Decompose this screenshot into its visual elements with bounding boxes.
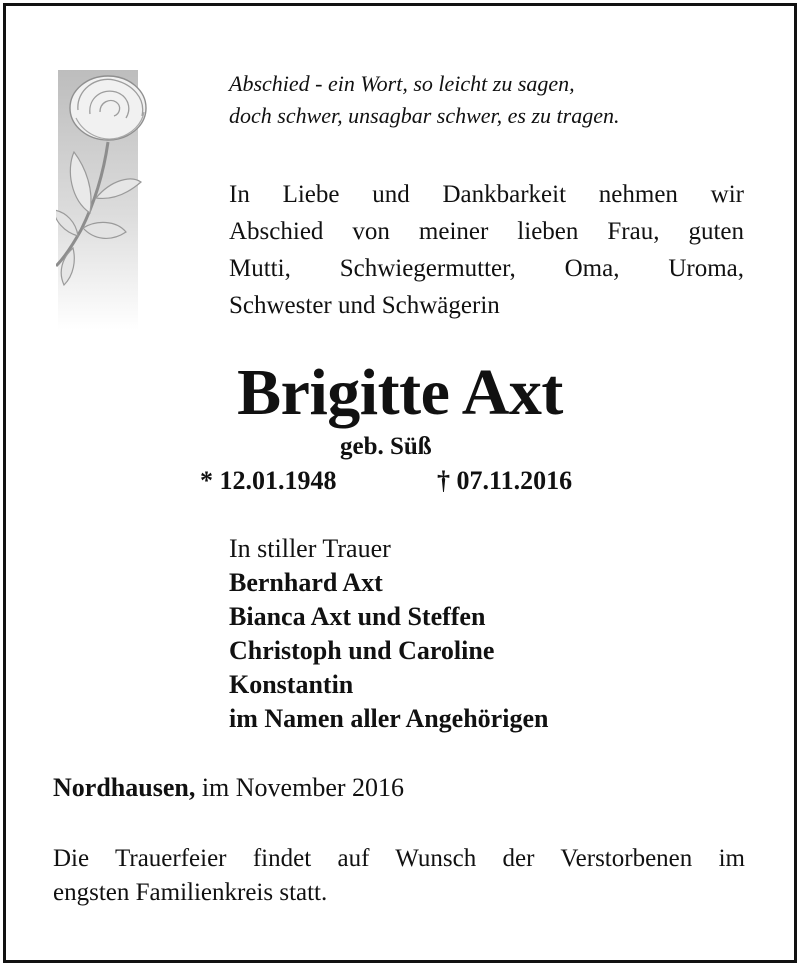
poem-line: doch schwer, unsagbar schwer, es zu tragen.: [229, 103, 620, 128]
notice-line: engsten Familienkreis statt.: [53, 879, 328, 906]
intro-text: [229, 176, 744, 324]
date: im November 2016: [201, 773, 405, 802]
place-date: [53, 771, 404, 805]
maiden-name: geb. Süß: [340, 433, 432, 460]
intro-line: Schwester und Schwägerin: [229, 292, 500, 319]
mourner-name: im Namen aller Angehörigen: [229, 704, 549, 733]
intro-line: In Liebe und Dankbarkeit nehmen wir: [229, 181, 744, 208]
mourner-name: Bianca Axt und Steffen: [229, 602, 486, 631]
deceased-name: Brigitte Axt: [237, 356, 563, 429]
poem: [229, 68, 620, 132]
intro-line: Mutti, Schwiegermutter, Oma, Uroma,: [229, 255, 744, 282]
birth-date: * 12.01.1948: [200, 466, 337, 495]
rose-icon: [56, 70, 206, 330]
death-date: † 07.11.2016: [437, 466, 573, 495]
poem-line: Abschied - ein Wort, so leicht zu sagen,: [229, 71, 575, 96]
notice-line: Die Trauerfeier findet auf Wunsch der Verstorbenen im: [53, 845, 745, 872]
intro-line: Abschied von meiner lieben Frau, guten: [229, 218, 744, 245]
mourner-name: Christoph und Caroline: [229, 636, 495, 665]
mourners-list: [229, 532, 548, 736]
mourner-name: Konstantin: [229, 670, 354, 699]
funeral-notice: [53, 842, 745, 910]
mourners-heading: In stiller Trauer: [229, 534, 391, 563]
mourner-name: Bernhard Axt: [229, 568, 383, 597]
place: Nordhausen,: [53, 773, 196, 802]
